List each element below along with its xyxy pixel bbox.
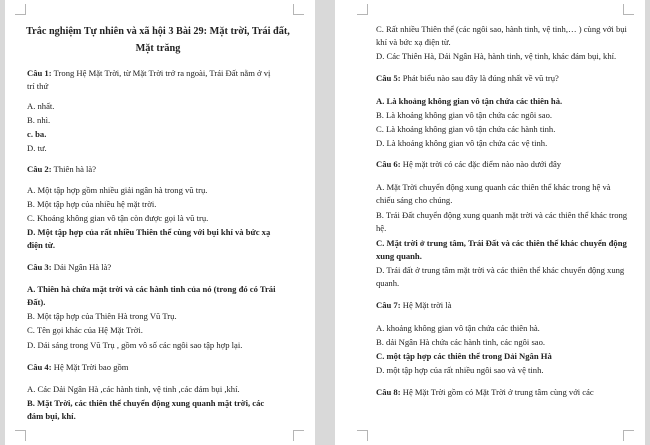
question-label: Câu 6: — [376, 159, 401, 169]
answer-option-correct: c. ba. — [27, 129, 47, 139]
answer-option-continued: khí và bức xạ điện từ. — [376, 37, 451, 47]
answer-option: D. tư. — [27, 143, 47, 153]
question-label: Câu 8: — [376, 387, 401, 397]
answer-option: B. nhì. — [27, 115, 51, 125]
answer-option: B. Một tập hợp của nhiều hệ mặt trời. — [27, 199, 157, 209]
question-text: Hệ Mặt Trời gồm có Mặt Trời ở trung tâm cùng với các — [400, 387, 594, 397]
answer-option-correct: D. Một tập hợp của rất nhiều Thiên thể cùng với bụi khí và bức xạ — [27, 227, 271, 237]
answer-option: B. dải Ngân Hà chứa các hành tinh, các ngôi sao. — [376, 337, 546, 347]
question-5 — [376, 73, 559, 84]
answer-option: D. Trái đất ở trung tâm mặt trời và các thiên thể khác chuyển động xung — [376, 265, 625, 275]
answer-option-correct: A. Là khoảng không gian vô tận chứa các thiên hà. — [376, 96, 563, 106]
question-label: Câu 1: — [27, 68, 52, 78]
question-label: Câu 3: — [27, 262, 52, 272]
page-content — [5, 0, 315, 445]
answer-option: C. Rất nhiều Thiên thể (các ngôi sao, hành tinh, vệ tinh,… ) cùng với bụi — [376, 24, 627, 34]
question-text: Dải Ngân Hà là? — [51, 262, 112, 272]
answer-option-correct-continued: điện từ. — [27, 240, 56, 250]
answer-option-correct: B. Mặt Trời, các thiên thể chuyển động xung quanh mặt trời, các — [27, 398, 265, 408]
question-text-continued: trí thứ — [27, 81, 49, 91]
answer-option: D. một tập hợp của rất nhiều ngôi sao và vệ tinh. — [376, 365, 544, 375]
answer-option-correct-continued: đám bụi, khí. — [27, 411, 76, 421]
document-page-left — [5, 0, 315, 445]
answer-option: A. Các Dải Ngân Hà ,các hành tinh, vệ tinh ,các đám bụi ,khí. — [27, 384, 240, 394]
answer-option-continued: chiếu sáng cho chúng. — [376, 195, 453, 205]
answer-option: A. nhất. — [27, 101, 55, 111]
question-3 — [27, 262, 111, 273]
answer-option: B. Một tập hợp của Thiên Hà trong Vũ Trụ. — [27, 311, 177, 321]
question-text: Hệ Mặt trời là — [400, 300, 452, 310]
question-1 — [27, 68, 270, 79]
answer-option: C. Là khoảng không gian vô tận chứa các hành tinh. — [376, 124, 556, 134]
answer-option: D. Dải sáng trong Vũ Trụ , gồm vô số các ngôi sao tập hợp lại. — [27, 340, 243, 350]
question-label: Câu 5: — [376, 73, 401, 83]
question-text: Trong Hệ Mặt Trời, từ Mặt Trời trở ra ngoài, Trái Đất nằm ở vị — [51, 68, 271, 78]
answer-option: A. Một tập hợp gồm nhiều giải ngân hà trong vũ trụ. — [27, 185, 208, 195]
question-text: Hệ mặt trời có các đặc điểm nào nào dưới đây — [400, 159, 562, 169]
answer-option-correct: A. Thiên hà chứa mặt trời và các hành tinh của nó (trong đó có Trái — [27, 284, 276, 294]
question-4 — [27, 362, 128, 373]
answer-option: A. khoảng không gian vô tận chứa các thiên hà. — [376, 323, 540, 333]
answer-option: B. Là khoảng không gian vô tận chứa các ngôi sao. — [376, 110, 553, 120]
answer-option: A. Mặt Trời chuyển động xung quanh các thiên thể khác trong hệ và — [376, 182, 611, 192]
question-text: Hệ Mặt Trời bao gồm — [51, 362, 129, 372]
document-title-continued: Mặt trăng — [135, 43, 181, 54]
question-text: Phát biểu nào sau đây là đúng nhất về vũ trụ? — [400, 73, 559, 83]
document-page-right — [335, 0, 645, 445]
document-title: Trắc nghiệm Tự nhiên và xã hội 3 Bài 29: Mặt trời, Trái đất, — [26, 26, 290, 37]
question-8 — [376, 387, 594, 398]
question-6 — [376, 159, 561, 170]
answer-option: B. Trái Đất chuyển động xung quanh mặt trời và các thiên thể khác trong — [376, 210, 628, 220]
answer-option-continued: quanh. — [376, 278, 400, 288]
page-content — [335, 0, 645, 445]
question-label: Câu 7: — [376, 300, 401, 310]
answer-option: D. Các Thiên Hà, Dải Ngân Hà, hành tinh, vệ tinh, khác đám bụi, khí. — [376, 51, 617, 61]
answer-option: C. Tên gọi khác của Hệ Mặt Trời. — [27, 325, 143, 335]
question-2 — [27, 164, 96, 175]
answer-option-continued: hệ. — [376, 223, 387, 233]
answer-option: C. Khoảng không gian vô tận còn được gọi là vũ trụ. — [27, 213, 209, 223]
question-7 — [376, 300, 451, 311]
question-text: Thiên hà là? — [51, 164, 97, 174]
answer-option-correct: C. Mặt trời ở trung tâm, Trái Đất và các thiên thể khác chuyển động — [376, 238, 627, 248]
answer-option-correct-continued: xung quanh. — [376, 251, 422, 261]
question-label: Câu 4: — [27, 362, 52, 372]
answer-option-correct: C. một tập hợp các thiên thể trong Dải Ngân Hà — [376, 351, 552, 361]
answer-option-correct-continued: Đất). — [27, 297, 46, 307]
question-label: Câu 2: — [27, 164, 52, 174]
answer-option: D. Là khoảng không gian vô tận chứa các vệ tinh. — [376, 138, 548, 148]
